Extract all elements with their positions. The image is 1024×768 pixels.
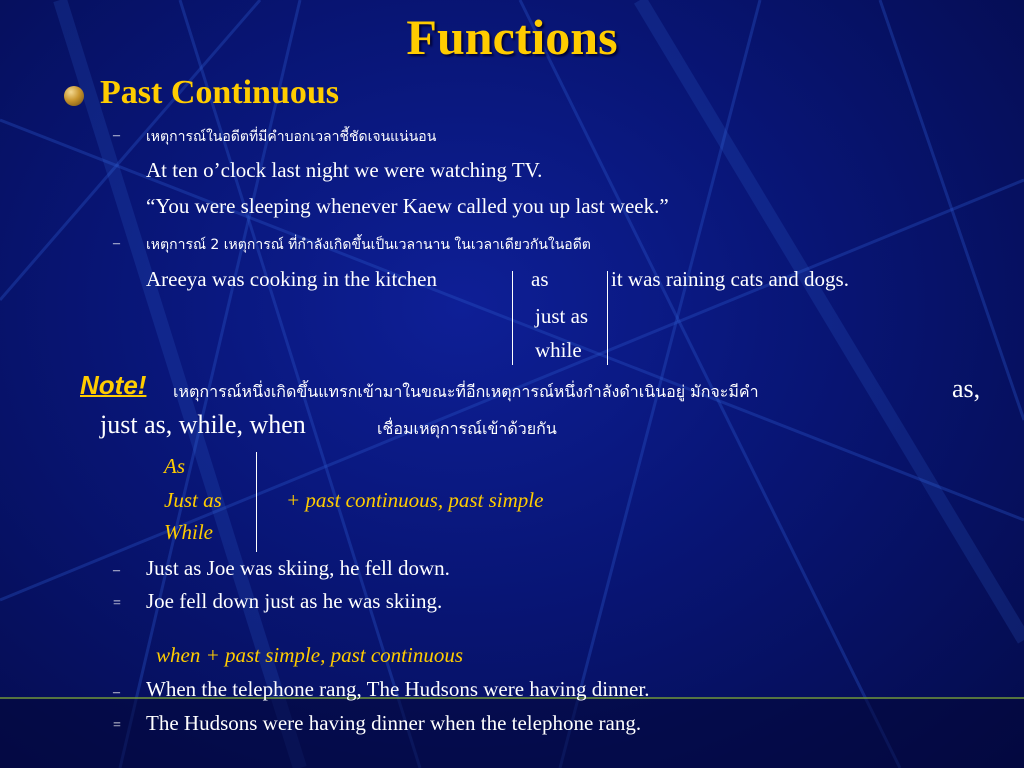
dash-marker: – — [113, 685, 120, 700]
equals-marker: = — [113, 596, 121, 611]
example-sentence: When the telephone rang, The Hudsons were having dinner. — [146, 677, 650, 701]
slide-title: Functions — [406, 9, 618, 65]
bullet-ball-icon — [64, 86, 84, 106]
example-sentence: At ten o’clock last night we were watching TV. — [146, 158, 543, 182]
note-thai-text: เชื่อมเหตุการณ์เข้าด้วยกัน — [377, 419, 557, 438]
dash-marker: – — [113, 128, 120, 143]
pattern-rule: + past continuous, past simple — [286, 488, 544, 512]
example-sentence: “You were sleeping whenever Kaew called you up last week.” — [146, 194, 669, 218]
note-label: Note! — [80, 370, 147, 400]
equals-marker: = — [113, 718, 121, 733]
example-clause: it was raining cats and dogs. — [611, 267, 849, 291]
thai-description-1: เหตุการณ์ในอดีตที่มีคำบอกเวลาชี้ชัดเจนแน่นอน — [146, 129, 437, 145]
dash-marker: – — [113, 563, 120, 578]
conjunction: just as — [535, 304, 589, 328]
pattern-word: Just as — [164, 488, 222, 512]
example-sentence: The Hudsons were having dinner when the telephone rang. — [146, 711, 642, 735]
pattern-rule: when + past simple, past continuous — [156, 643, 464, 667]
example-sentence: Joe fell down just as he was skiing. — [146, 589, 443, 613]
pattern-word: While — [164, 520, 213, 544]
conjunction: as — [531, 267, 549, 291]
example-clause: Areeya was cooking in the kitchen — [146, 267, 437, 291]
thai-description-2: เหตุการณ์ 2 เหตุการณ์ ที่กำลังเกิดขึ้นเป็นเวลานาน ในเวลาเดียวกันในอดีต — [146, 237, 591, 253]
section-heading: Past Continuous — [100, 74, 340, 111]
conjunction: while — [535, 338, 582, 362]
divider — [512, 271, 513, 365]
pattern-word: As — [164, 454, 185, 478]
note-conjunctions: just as, while, when — [100, 410, 306, 439]
dash-marker: – — [113, 236, 120, 251]
note-conjunction: as, — [952, 374, 981, 403]
divider — [607, 271, 608, 365]
example-sentence: Just as Joe was skiing, he fell down. — [146, 556, 450, 580]
divider — [256, 452, 257, 552]
note-thai-text: เหตุการณ์หนึ่งเกิดขึ้นแทรกเข้ามาในขณะที่อีกเหตุการณ์หนึ่งกำลังดำเนินอยู่ มักจะมีคำ — [173, 382, 759, 401]
